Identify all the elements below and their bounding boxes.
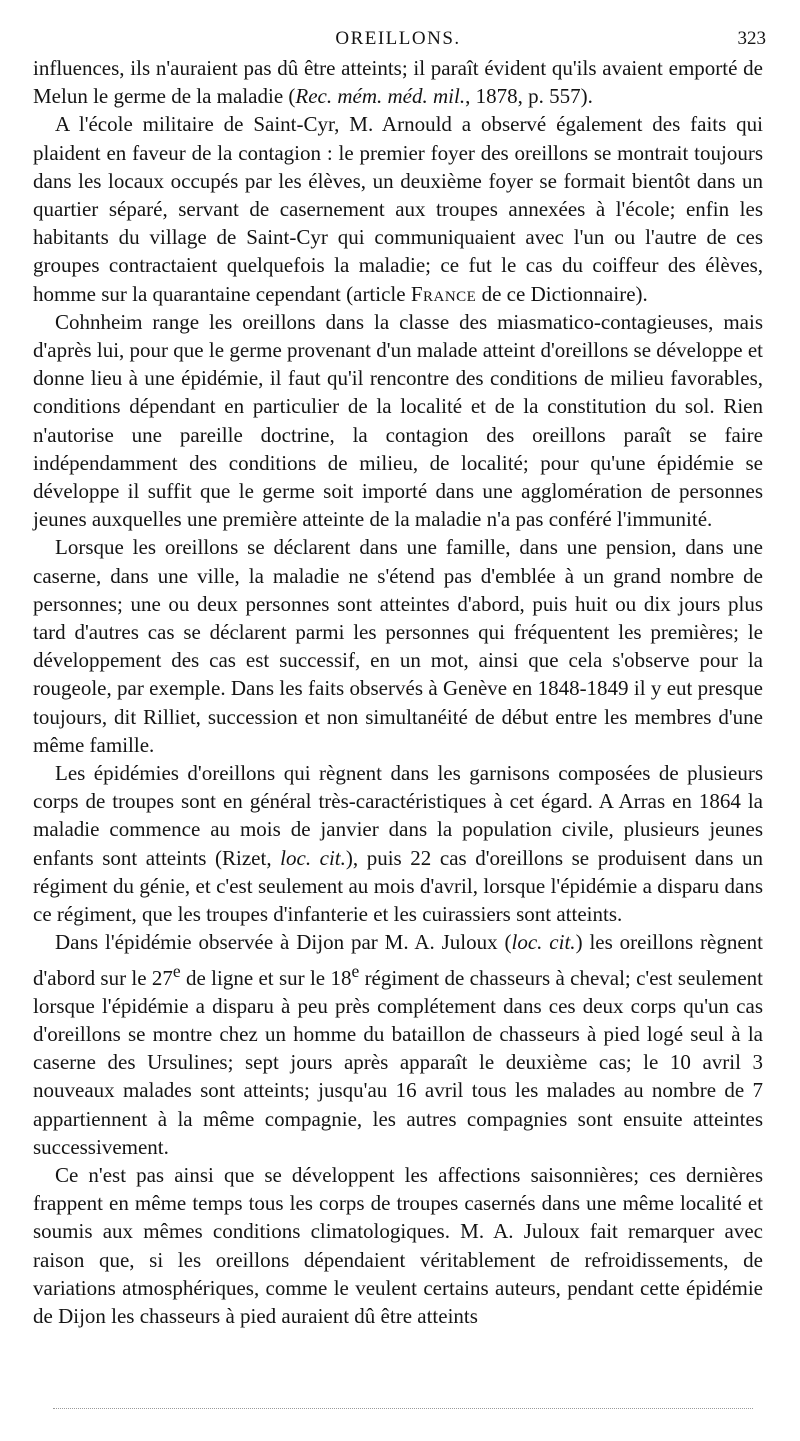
text-segment: e [351,960,360,981]
text-segment: ), puis 22 cas d'oreillons se produisent dans un régiment du génie, et c'est seulement au mois d'avril, lorsque l'épidémie a disparu dans ce régiment, que les troupes d'infanterie et les cuirassiers sont atteints. [33,845,763,927]
paragraph-3 [33,308,763,534]
text-segment: A l'école militaire de Saint-Cyr, M. Arnould a observé également des faits qui plaident en faveur de la contagion : le premier foyer des oreillons se montrait toujours dans les locaux occupés par les élèves, un deuxième foyer se formait bientôt dans un quartier séparé, servant de casernement aux troupes annexées à l'école; enfin les habitants du village de Saint-Cyr qui communiquaient avec l'un ou l'autre de ces groupes contractaient quelquefois la maladie; ce fut le cas du coiffeur des élèves, homme sur la quarantaine cependant (article [33,112,763,306]
text-segment: loc. cit. [280,845,346,870]
text-segment: ) les oreillons règnent d'abord sur le 27 [33,930,764,990]
text-segment: , 1878, p. 557). [465,84,593,109]
body-text [33,54,763,1330]
text-segment: Dans l'épidémie observée à Dijon par M. A. Juloux ( [55,930,512,955]
text-segment: de ligne et sur le 18 [180,965,352,990]
paragraph-5 [33,759,763,928]
text-segment: France [410,281,477,306]
text-segment: e [172,960,181,981]
text-segment: Lorsque les oreillons se déclarent dans une famille, dans une pension, dans une caserne, dans une ville, la maladie ne s'étend pas d'emblée à un grand nombre de personnes; une ou deux personnes sont atteintes d'abord, puis huit ou dix jours plus tard d'autres cas se déclarent parmi les personnes qui fréquentent les premières; le développement des cas est successif, en un mot, ainsi que cela s'observe pour la rougeole, par exemple. Dans les faits observés à Genève en 1848-1849 il y eut presque toujours, dit Rilliet, succession et non simultanéité de début entre les membres d'une même famille. [33,535,763,757]
paragraph-1 [33,54,763,110]
text-segment: Rec. mém. méd. mil. [295,84,466,109]
paragraph-4 [33,533,763,759]
paragraph-6 [33,928,763,1161]
running-head [33,0,766,54]
text-segment: Les épidémies d'oreillons qui règnent dans les garnisons composées de plusieurs corps de troupes sont en général très-caractéristiques à cet égard. A Arras en 1864 la maladie commence au mois de janvier dans la population civile, plusieurs jeunes enfants sont atteints (Rizet, [33,761,763,870]
text-segment: loc. cit. [511,930,576,955]
text-segment: Ce n'est pas ainsi que se développent les affections saisonnières; ces dernières frappent en même temps tous les corps de troupes casernés dans une même localité et soumis aux mêmes conditions climatologiques. M. A. Juloux fait remarquer avec raison que, si les oreillons dépendaient véritablement de refroidissements, de variations atmosphériques, comme le veulent certains auteurs, pendant cette épidémie de Dijon les chasseurs à pied auraient dû être atteints [33,1162,763,1328]
text-segment: Cohnheim range les oreillons dans la classe des miasmatico-contagieuses, mais d'après lui, pour que le germe provenant d'un malade atteint d'oreillons se développe et donne lieu à une épidémie, il faut qu'il rencontre des conditions de milieu favorables, conditions dépendant en particulier de la localité et de la constitution du sol. Rien n'autorise une pareille doctrine, la contagion des oreillons paraît se faire indépendamment des conditions de milieu, de localité; pour qu'une épidémie se développe il suffit que le germe soit importé dans une agglomération de personnes jeunes auxquelles une première atteinte de la maladie n'a pas conféré l'immunité. [33,309,763,532]
page-number: 323 [737,28,766,49]
text-segment: de ce Dictionnaire). [476,281,648,306]
paragraph-7 [33,1161,763,1330]
bottom-dotted-rule [53,1408,753,1409]
book-page [33,0,766,1441]
text-segment: régiment de chasseurs à cheval; c'est seulement lorsque l'épidémie a disparu à peu près complétement dans ces deux corps qu'un cas d'oreillons se montre chez un homme du bataillon de chasseurs à pied logé seul à la caserne des Ursulines; sept jours après apparaît le deuxième cas; le 10 avril 3 nouveaux malades sont atteints; jusqu'au 16 avril tous les malades au nombre de 7 appartiennent à la même compagnie, les autres compagnies sont ensuite atteintes successivement. [33,965,763,1159]
paragraph-2 [33,110,763,307]
running-title: OREILLONS. [335,28,461,49]
text-segment: influences, ils n'auraient pas dû être atteints; il paraît évident qu'ils avaient emporté de Melun le germe de la maladie ( [33,56,763,109]
